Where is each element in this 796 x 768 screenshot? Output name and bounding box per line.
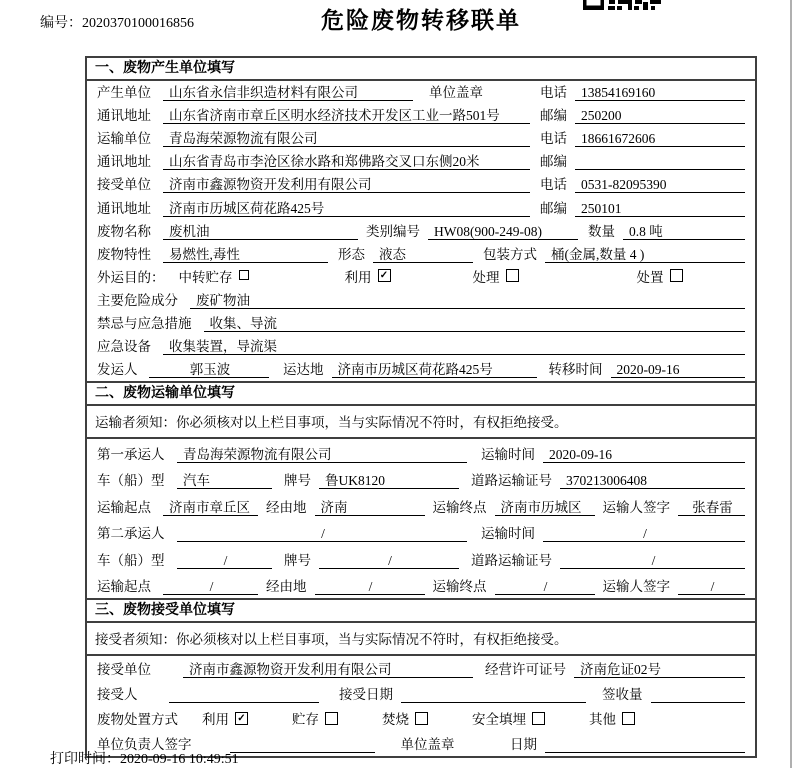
purpose-row	[87, 266, 755, 289]
route2-sign-value: /	[678, 578, 745, 595]
doc-number-label: 编号：	[40, 16, 82, 31]
section-receive-title: 三、废物接受单位填写	[87, 600, 755, 623]
waste-name-row	[87, 220, 755, 243]
waste-form-label: 形态	[338, 246, 365, 262]
unit-seal-label: 单位盖章	[400, 737, 455, 753]
license-value: 济南危证02号	[574, 661, 745, 678]
purpose-option-utilize	[345, 266, 391, 286]
receive-unit-row	[87, 656, 755, 681]
disposal-option-store-label: 贮存	[292, 712, 319, 728]
receive-unit-value: 济南市鑫源物资开发利用有限公司	[183, 661, 473, 678]
receiver-zip-label: 邮编	[540, 200, 567, 216]
receiver-unit-row	[87, 173, 755, 196]
transfer-time-label: 转移时间	[548, 362, 603, 378]
disposal-option-utilize	[202, 708, 248, 728]
route1-start-value: 济南市章丘区	[163, 499, 258, 516]
destination-value: 济南市历城区荷花路425号	[332, 361, 537, 378]
disposal-option-landfill-checkbox-icon	[532, 712, 545, 725]
waste-name-label: 废物名称	[97, 223, 151, 239]
producer-address-value: 山东省济南市章丘区明水经济技术开发区工业一路501号	[163, 107, 530, 124]
section-receive	[87, 598, 755, 756]
producer-seal-label: 单位盖章	[429, 85, 483, 101]
vehicle1-type-value: 汽车	[177, 472, 272, 489]
vehicle2-type-value: /	[177, 552, 272, 569]
waste-category-value: HW08(900-249-08)	[428, 223, 578, 240]
purpose-option-utilize-label: 利用	[344, 269, 372, 285]
print-time	[50, 748, 239, 768]
receiver-address-value: 济南市历城区荷花路425号	[163, 200, 530, 217]
purpose-option-dispose	[637, 266, 683, 286]
destination-label: 运达地	[283, 362, 324, 378]
purpose-option-treat-label: 处理	[472, 269, 500, 285]
disposal-option-other	[589, 708, 635, 728]
carrier2-value: /	[177, 525, 467, 542]
carrier1-value: 青岛海荣源物流有限公司	[177, 446, 467, 463]
accept-person-value	[169, 686, 319, 703]
carrier2-label: 第二承运人	[97, 526, 165, 542]
hazard-label: 主要危险成分	[97, 292, 178, 308]
hazard-value: 废矿物油	[190, 292, 745, 309]
print-time-label: 打印时间：	[50, 752, 120, 767]
route2-end-label: 运输终点	[432, 579, 487, 595]
producer-address-row	[87, 104, 755, 127]
route1-sign-value: 张春雷	[678, 499, 745, 516]
vehicle2-road-value: /	[560, 552, 745, 569]
transporter-unit-value: 青岛海荣源物流有限公司	[163, 130, 530, 147]
disposal-label: 废物处置方式	[97, 712, 178, 728]
purpose-option-transfer-storage	[179, 266, 249, 286]
disposal-option-other-label: 其他	[589, 712, 616, 728]
route1-sign-label: 运输人签字	[602, 499, 670, 515]
manifest-form	[85, 56, 757, 758]
transporter-unit-label: 运输单位	[97, 131, 151, 147]
transporter-address-value: 山东省青岛市李沧区徐水路和郑佛路交叉口东侧20米	[163, 153, 530, 170]
route1-via-value: 济南	[315, 499, 425, 516]
route2-via-value: /	[315, 578, 425, 595]
receiver-address-label: 通讯地址	[97, 200, 151, 216]
purpose-option-treat	[473, 266, 519, 286]
purpose-option-dispose-checkbox-icon	[670, 269, 683, 282]
section-producer	[87, 58, 755, 381]
disposal-option-utilize-checkbox-icon: ✓	[235, 712, 248, 725]
producer-zip-label: 邮编	[540, 108, 567, 124]
route2-start-value: /	[163, 578, 258, 595]
receiver-unit-value: 济南市鑫源物资开发利用有限公司	[163, 176, 530, 193]
transfer-time-value: 2020-09-16	[611, 361, 746, 378]
license-label: 经营许可证号	[485, 662, 566, 678]
carrier1-time-label: 运输时间	[481, 446, 535, 462]
disposal-option-landfill-label: 安全填埋	[472, 712, 526, 728]
emergency-label: 禁忌与应急措施	[97, 316, 192, 332]
vehicle2-plate-label: 牌号	[284, 552, 311, 568]
section-producer-title: 一、废物产生单位填写	[87, 58, 755, 81]
purpose-option-utilize-checkbox-icon: ✓	[378, 269, 391, 282]
route2-row	[87, 572, 755, 599]
route2-start-label: 运输起点	[97, 579, 151, 595]
transporter-unit-row	[87, 127, 755, 150]
disposal-option-store-checkbox-icon	[325, 712, 338, 725]
dispatcher-label: 发运人	[97, 362, 138, 378]
carrier1-time-value: 2020-09-16	[543, 446, 745, 463]
transporter-zip-label: 邮编	[540, 154, 567, 170]
waste-traits-label: 废物特性	[97, 246, 151, 262]
transporter-address-label: 通讯地址	[97, 154, 151, 170]
route1-row	[87, 492, 755, 519]
producer-phone-value: 13854169160	[575, 84, 745, 101]
vehicle1-type-label: 车（船）型	[97, 473, 165, 489]
doc-number-value: 2020370100016856	[82, 16, 194, 31]
receiver-address-row	[87, 196, 755, 219]
responsible-sign-value	[230, 736, 375, 753]
disposal-option-incinerate-label: 焚烧	[382, 712, 409, 728]
vehicle2-type-label: 车（船）型	[97, 552, 165, 568]
section-transport-title: 二、废物运输单位填写	[87, 383, 755, 406]
qr-code-partial-icon	[583, 0, 661, 10]
carrier2-row	[87, 519, 755, 546]
disposal-option-landfill	[472, 708, 545, 728]
print-time-value: 2020-09-16 10:49:51	[120, 752, 239, 767]
waste-qty-value: 0.8 吨	[623, 223, 745, 240]
purpose-option-transfer-storage-checkbox-icon	[239, 270, 249, 280]
sign-date-value	[545, 736, 745, 753]
waste-packing-label: 包装方式	[483, 246, 537, 262]
signed-qty-label: 签收量	[602, 687, 643, 703]
waste-form-value: 液态	[373, 246, 473, 263]
vehicle2-road-label: 道路运输证号	[471, 552, 552, 568]
waste-category-label: 类别编号	[366, 223, 420, 239]
waste-traits-value: 易燃性,毒性	[163, 246, 328, 263]
producer-unit-label: 产生单位	[97, 85, 151, 101]
equipment-value: 收集装置，导流渠	[163, 338, 745, 355]
dispatch-row	[87, 358, 755, 381]
emergency-value: 收集、导流	[204, 315, 746, 332]
signed-qty-value	[651, 686, 746, 703]
producer-zip-value: 250200	[575, 107, 745, 124]
purpose-option-treat-checkbox-icon	[506, 269, 519, 282]
vehicle2-row	[87, 545, 755, 572]
waste-qty-label: 数量	[588, 223, 615, 239]
carrier1-label: 第一承运人	[97, 446, 165, 462]
disposal-option-utilize-label: 利用	[202, 712, 229, 728]
accept-date-label: 接受日期	[339, 687, 393, 703]
transporter-zip-value	[575, 153, 745, 170]
hazard-row	[87, 289, 755, 312]
producer-address-label: 通讯地址	[97, 108, 151, 124]
dispatcher-value: 郭玉波	[149, 361, 269, 378]
purpose-option-dispose-label: 处置	[636, 269, 664, 285]
receiver-unit-label: 接受单位	[97, 177, 151, 193]
transport-notice: 运输者须知：你必须核对以上栏目事项，当与实际情况不符时，有权拒绝接受。	[87, 406, 755, 439]
purpose-label: 外运目的：	[97, 269, 165, 285]
producer-phone-label: 电话	[540, 85, 567, 101]
waste-traits-row	[87, 243, 755, 266]
purpose-option-transfer-storage-label: 中转贮存	[178, 269, 233, 285]
disposal-row	[87, 706, 755, 731]
vehicle2-plate-value: /	[319, 552, 459, 569]
accept-date-value	[401, 686, 586, 703]
disposal-option-other-checkbox-icon	[622, 712, 635, 725]
section-transport	[87, 381, 755, 598]
receiver-phone-label: 电话	[540, 177, 567, 193]
disposal-option-store	[292, 708, 338, 728]
receive-notice: 接受者须知：你必须核对以上栏目事项，当与实际情况不符时，有权拒绝接受。	[87, 623, 755, 656]
producer-unit-row	[87, 81, 755, 104]
transporter-phone-value: 18661672606	[575, 130, 745, 147]
page-edge-line	[790, 0, 792, 768]
receiver-phone-value: 0531-82095390	[575, 176, 745, 193]
producer-unit-value: 山东省永信非织造材料有限公司	[163, 84, 413, 101]
transporter-address-row	[87, 150, 755, 173]
route1-start-label: 运输起点	[97, 499, 151, 515]
equipment-row	[87, 335, 755, 358]
route1-end-label: 运输终点	[432, 499, 487, 515]
route2-sign-label: 运输人签字	[602, 579, 670, 595]
route2-end-value: /	[495, 578, 595, 595]
sign-date-label: 日期	[510, 737, 537, 753]
carrier2-time-label: 运输时间	[481, 526, 535, 542]
route1-end-value: 济南市历城区	[495, 499, 595, 516]
vehicle1-plate-value: 鲁UK8120	[319, 472, 459, 489]
receiver-zip-value: 250101	[575, 200, 745, 217]
responsible-sign-label: 单位负责人签字	[97, 737, 192, 753]
waste-packing-value: 桶(金属,数量 4 )	[545, 246, 745, 263]
receive-unit-label: 接受单位	[97, 662, 151, 678]
form-title: 危险废物转移联单	[321, 8, 521, 33]
vehicle1-row	[87, 466, 755, 493]
route2-via-label: 经由地	[266, 579, 307, 595]
transporter-phone-label: 电话	[540, 131, 567, 147]
vehicle1-plate-label: 牌号	[284, 473, 311, 489]
disposal-option-incinerate-checkbox-icon	[415, 712, 428, 725]
route1-via-label: 经由地	[266, 499, 307, 515]
disposal-option-incinerate	[382, 708, 428, 728]
emergency-row	[87, 312, 755, 335]
carrier1-row	[87, 439, 755, 466]
carrier2-time-value: /	[543, 525, 745, 542]
accept-row	[87, 681, 755, 706]
accept-person-label: 接受人	[97, 687, 138, 703]
waste-name-value: 废机油	[163, 223, 358, 240]
vehicle1-road-value: 370213006408	[560, 472, 745, 489]
equipment-label: 应急设备	[97, 339, 151, 355]
vehicle1-road-label: 道路运输证号	[471, 473, 552, 489]
